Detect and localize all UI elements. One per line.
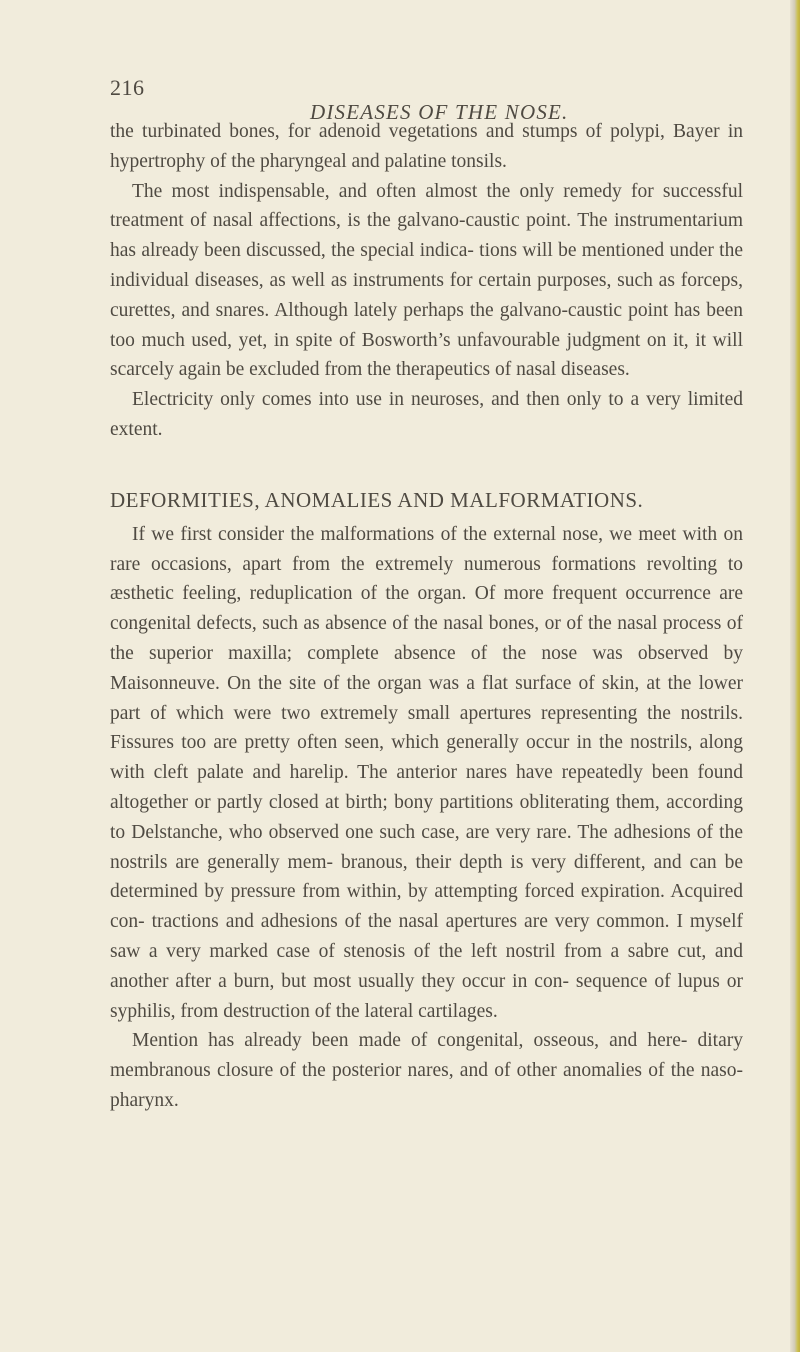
paragraph-continuation: the turbinated bones, for adenoid vegetations and stumps of polypi, Bayer in hypertrophy of the pharyngeal and palatine tonsils. bbox=[110, 121, 743, 172]
page-edge-shadow bbox=[790, 0, 800, 1352]
paragraph-electricity: Electricity only comes into use in neuroses, and then only to a very limited extent. bbox=[110, 389, 743, 440]
paragraph-malformations: If we first consider the malformations of the external nose, we meet with on rare occasions, apart from the extremely numerous formations revolting to æsthetic feeling, reduplication of the organ. Of more frequent occurrence are congenital defects, such as absence of the nasal bones, or of the nasal process of the superior maxilla; complete absence of the nose was observed by Maisonneuve. On the site of the organ was a flat surface of skin, at the lower part of which were two extremely small apertures representing the nostrils. Fissures too are pretty often seen, which generally occur in the nostrils, along with cleft palate and harelip. The anterior nares have repeatedly been found altogether or partly closed at birth; bony partitions obliterating them, according to Delstanche, who observed one such case, are very rare. The adhesions of the nostrils are generally mem- branous, their depth is very different, and can be determined by pressure from within, by attempting forced expiration. Acquired con- tractions and adhesions of the nasal apertures are very common. I myself saw a very marked case of stenosis of the left nostril from a sabre cut, and another after a burn, but most usually they occur in con- sequence of lupus or syphilis, from destruction of the lateral cartilages. bbox=[110, 523, 743, 1022]
page-text-block bbox=[110, 76, 743, 1116]
page-number: 216 bbox=[110, 75, 145, 100]
running-head: DISEASES OF THE NOSE. bbox=[310, 100, 569, 124]
paragraph-galvano-caustic: The most indispensable, and often almost the only remedy for successful treatment of nasal affections, is the galvano-caustic point. The instrumentarium has already been discussed, the special indica- tions will be mentioned under the individual diseases, as well as instruments for certain purposes, such as forceps, curettes, and snares. Although lately perhaps the galvano-caustic point has been too much used, yet, in spite of Bosworth’s unfavourable judgment on it, it will scarcely again be excluded from the therapeutics of nasal diseases. bbox=[110, 180, 743, 381]
section-heading: DEFORMITIES, ANOMALIES AND MALFORMATIONS. bbox=[110, 487, 644, 512]
page-header bbox=[110, 75, 743, 124]
body-text bbox=[110, 117, 743, 1116]
paragraph-posterior-nares: Mention has already been made of congenital, osseous, and here- ditary membranous closure of the posterior nares, and of other anomalies of the naso-pharynx. bbox=[110, 1030, 743, 1111]
